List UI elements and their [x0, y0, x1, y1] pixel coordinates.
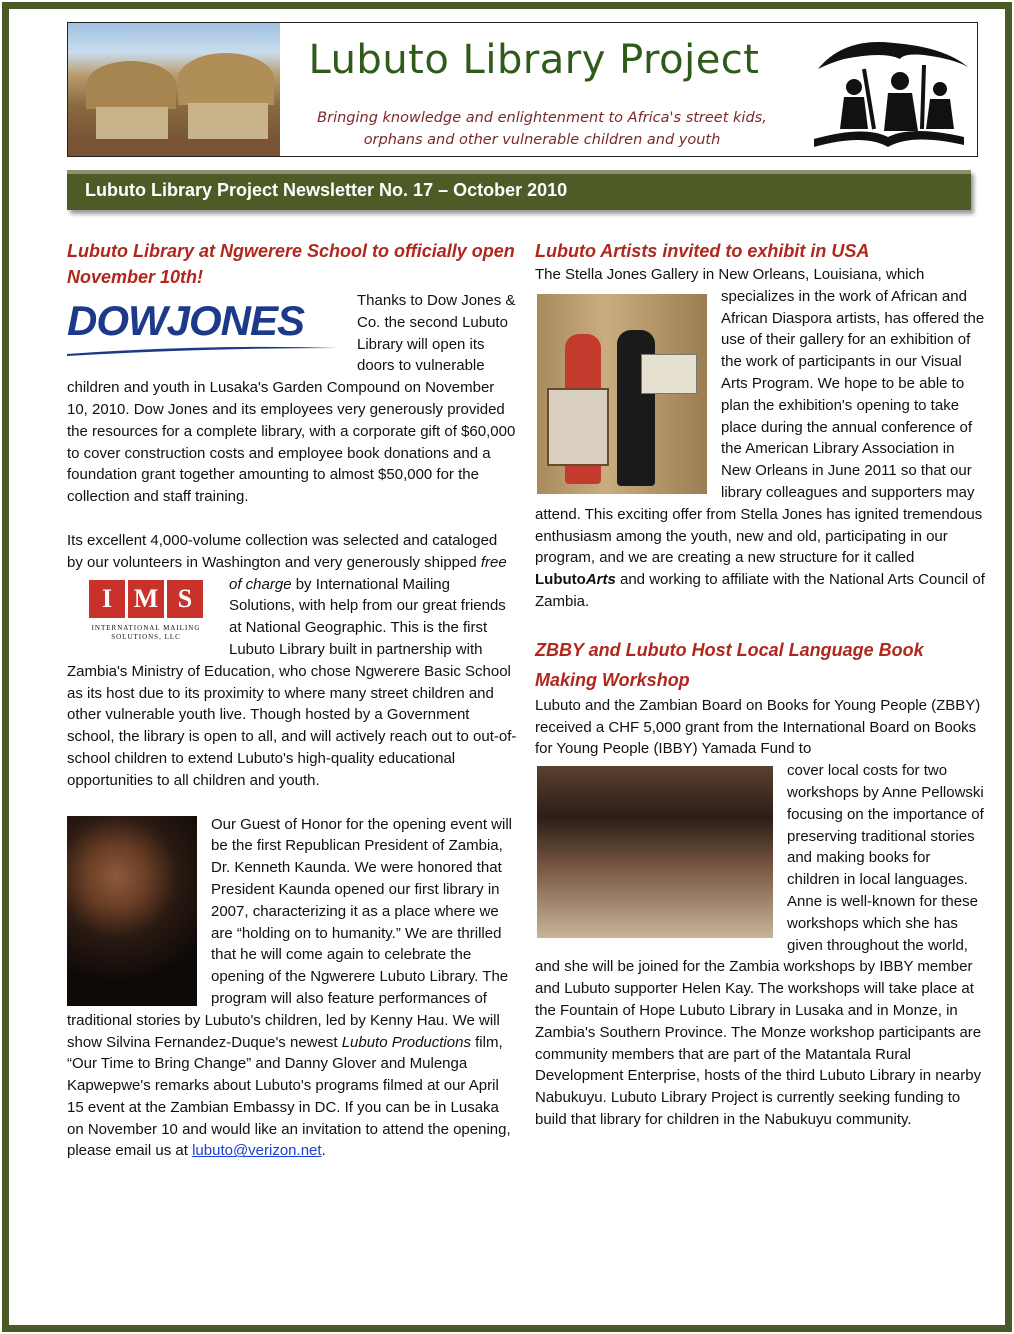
artists-photo [537, 294, 707, 494]
left-column [67, 238, 517, 1184]
newsletter-banner: Lubuto Library Project Newsletter No. 17 – October 2010 [67, 170, 971, 210]
zbby-paragraph: cover local costs for two workshops by Anne Pellowski focusing on the importance of preserving traditional stories and making books for children in local languages. Anne is well-known for these workshops which she has given throughout the world, and she will be joined for the Zambia workshops by IBBY member and Lubuto supporter Helen Kay. The workshops will take place at the Fountain of Hope Lubuto Library in Lusaka and in Monze, in Zambia's Southern Province. The Monze workshop participants are community members that are part of the Matantala Rural Development Enterprise, hosts of the third Lubuto Library in nearby Nabukuyu. Lubuto Library Project is currently seeking funding to build that library for children in the Nabukuyu community. [535, 762, 984, 1128]
email-link[interactable]: lubuto@verizon.net [192, 1142, 322, 1160]
headline-ngwerere: Lubuto Library at Ngwerere School to officially open November 10th! [67, 241, 515, 287]
right-column [535, 238, 985, 1153]
artists-intro: The Stella Jones Gallery in New Orleans, Louisiana, which [535, 266, 925, 283]
workshop-photo [537, 766, 773, 938]
headline-zbby: ZBBY and Lubuto Host Local Language Book Making Workshop [535, 639, 924, 690]
artists-paragraph: specializes in the work of African and African Diaspora artists, has offered the use of their gallery for an exhibition of the work of participants in our Visual Arts Program. We hope to be able to plan the exhibition's opening to take place during the annual conference of the American Library Association in New Orleans in June 2011 so that our library colleagues and supporters may attend. This exciting offer from Stella Jones has ignited tremendous enthusiasm among the youth, new and old, participating in our program, and we are creating a new structure for it called LubutoArts and working to affiliate with the National Arts Council of Zambia. [535, 287, 985, 610]
dowjones-swoosh-icon [67, 342, 337, 356]
dowjones-logo-text: DOWJONES [67, 297, 305, 344]
ims-logo: I M S INTERNATIONAL MAILING SOLUTIONS, LLC [77, 580, 215, 654]
tagline-line-2: orphans and other vulnerable children and youth [363, 132, 721, 148]
ngwerere-paragraph-1: Thanks to Dow Jones & Co. the second Lubuto Library will open its doors to vulnerable children and youth in Lusaka's Garden Compound on November 10, 2010. Dow Jones and its employees very generously provided the resources for a complete library, with a corporate gift of $60,000 to cover construction costs and employee book donations and a foundation grant together amounting to almost $50,000 for the collection and staff training. [67, 292, 516, 506]
reading-children-logo [804, 29, 972, 151]
zbby-intro: Lubuto and the Zambian Board on Books for Young People (ZBBY) received a CHF 5,000 grant from the International Board on Books for Young People (IBBY) Yamada Fund to [535, 696, 981, 758]
ngwerere-paragraph-2: Its excellent 4,000-volume collection was selected and cataloged by our volunteers in Washington and very generously shipped free of charge I M S INTERNATIONAL MAILING SOLUTIONS, LLC by International Mailing Solutions, with help from our great friends at National Geographic. This is the first Lubuto Library built in partnership with Zambia's Ministry of Education, who chose Ngwerere Basic School as its host due to its proximity to where many street children and other vulnerable youth live. Though hosted by a Government school, the library is open to all, and will actively reach out to out-of-school children to extend Lubuto's high-quality educational opportunities to all children and youth. [67, 531, 517, 789]
huts-photo [68, 23, 280, 156]
masthead [67, 22, 978, 157]
dowjones-logo [67, 292, 345, 364]
masthead-tagline [282, 107, 802, 151]
ngwerere-paragraph-3: Our Guest of Honor for the opening event will be the first Republican President of Zambia, Dr. Kenneth Kaunda. We were honored that President Kaunda opened our first library in 2007, characterizing it as a place where we are “holding on to humanity.” We are thrilled that he will come again to celebrate the opening of the Ngwerere Lubuto Library. The program will also feature performances of traditional stories by Lubuto's children, led by Kenny Hau. We will show Silvina Fernandez-Duque's newest Lubuto Productions film, “Our Time to Bring Change” and Danny Glover and Mulenga Kapwepwe's remarks about Lubuto's programs filmed at our April 15 event at the Zambian Embassy in DC. If you can be in Lusaka on November 10 and would like an invitation to attend the opening, please email us at lubuto@verizon.net. [67, 815, 512, 1160]
masthead-title: Lubuto Library Project [308, 37, 760, 83]
tagline-line-1: Bringing knowledge and enlightenment to Africa's street kids, [317, 110, 767, 126]
kaunda-photo [67, 816, 197, 1006]
headline-artists: Lubuto Artists invited to exhibit in USA [535, 241, 870, 261]
